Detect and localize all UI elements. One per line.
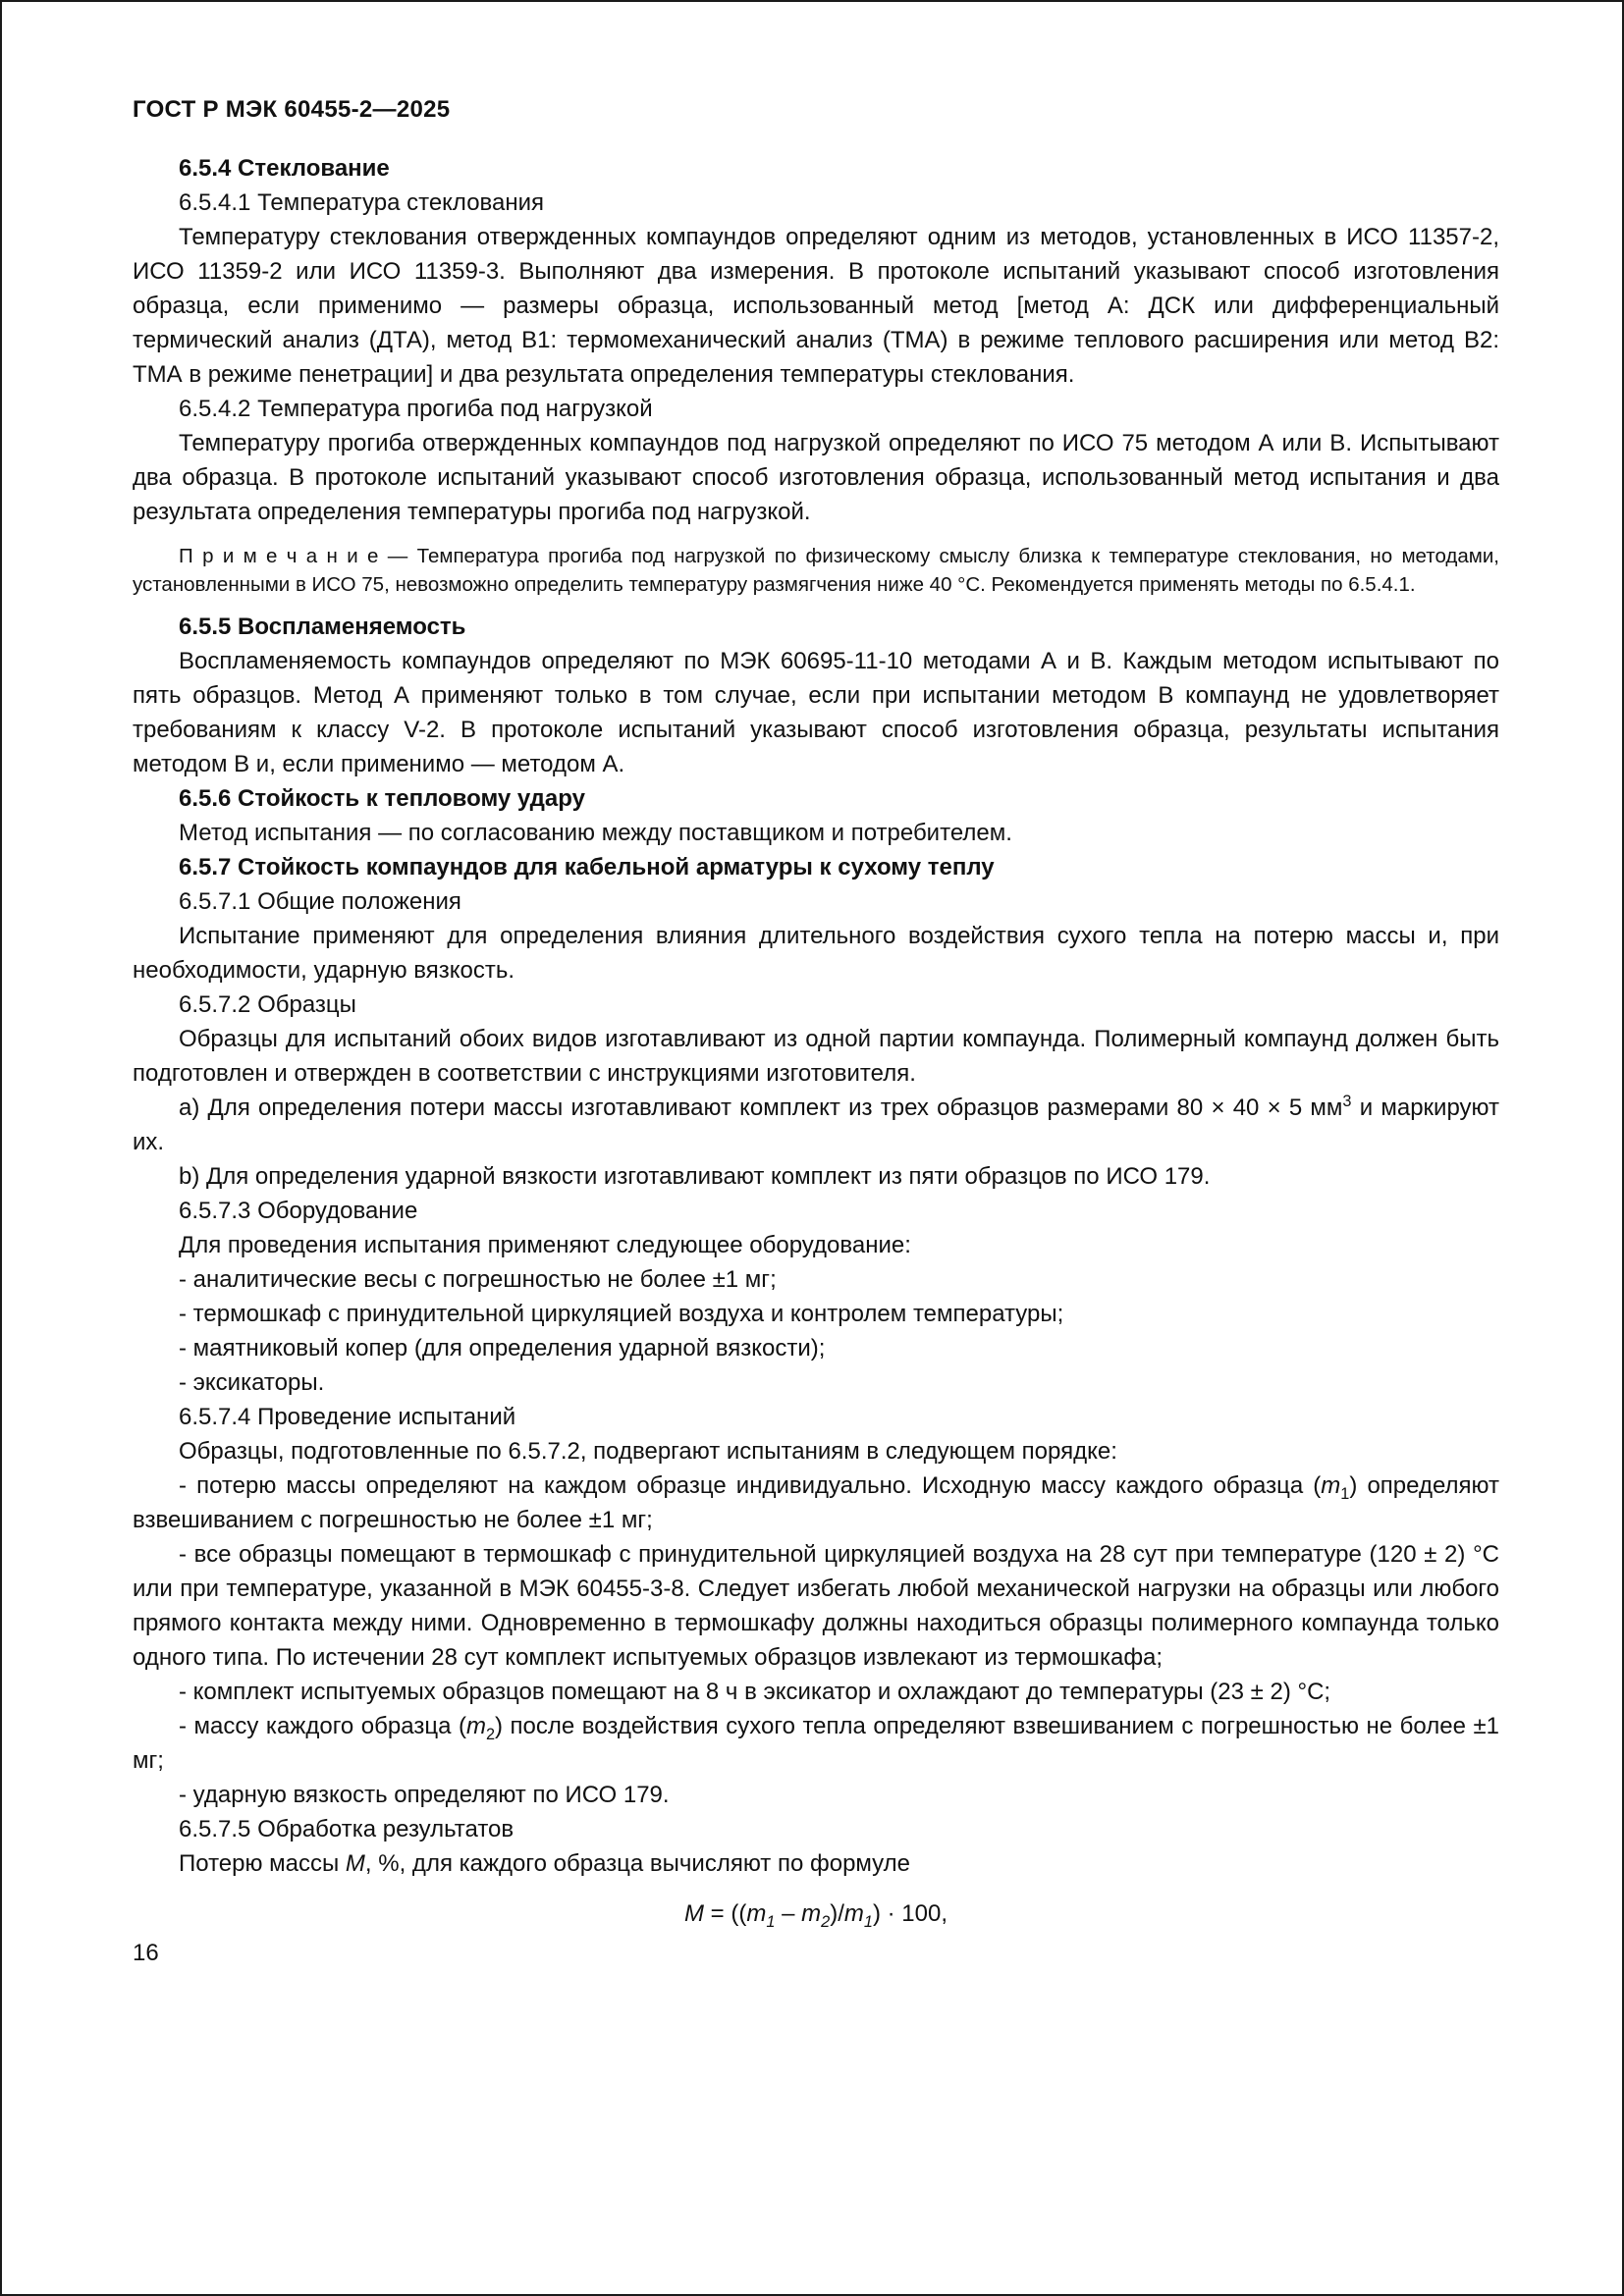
para-deflection-temperature: Температуру прогиба отвержденных компаундов под нагрузкой определяют по ИСО 75 методом А или В. Испытывают два образца. В протоколе испытаний указывают способ изготовления образца, использованный метод испытания и два результата определения температуры прогиба под нагрузкой. — [133, 430, 1499, 525]
subscript: 1 — [1340, 1484, 1350, 1503]
subheading-6-5-7-5: 6.5.7.5 Обработка результатов — [179, 1816, 514, 1842]
text-segment: - массу каждого образца ( — [179, 1713, 466, 1739]
math-variable: m — [746, 1900, 767, 1927]
math-variable: M — [345, 1850, 365, 1877]
subheading-6-5-4-2: 6.5.4.2 Температура прогиба под нагрузкой — [179, 396, 653, 422]
subheading-6-5-4-1: 6.5.4.1 Температура стеклования — [179, 189, 545, 216]
math-variable: M — [684, 1900, 705, 1927]
list-item-desiccators: - эксикаторы. — [179, 1369, 325, 1396]
list-item-impact-strength: - ударную вязкость определяют по ИСО 179. — [179, 1782, 670, 1808]
subheading-6-5-7-3: 6.5.7.3 Оборудование — [179, 1198, 418, 1224]
math-variable: m — [801, 1900, 822, 1927]
subheading-6-5-7-4: 6.5.7.4 Проведение испытаний — [179, 1404, 516, 1430]
superscript: 3 — [1342, 1093, 1352, 1110]
doc-header: ГОСТ Р МЭК 60455-2—2025 — [133, 96, 451, 123]
list-item-mass-loss-m1 — [133, 1468, 1499, 1537]
para-item-b: b) Для определения ударной вязкости изготавливают комплект из пяти образцов по ИСО 179. — [179, 1163, 1211, 1190]
subscript: 1 — [863, 1912, 873, 1931]
math-variable: m — [1321, 1472, 1341, 1499]
text-segment: ) после воздействия сухого тепла определяют взвешиванием с погрешностью не более ±1 мг; — [133, 1713, 1499, 1774]
text-segment: = (( — [704, 1900, 747, 1927]
subscript: 2 — [821, 1912, 831, 1931]
list-item-pendulum: - маятниковый копер (для определения ударной вязкости); — [179, 1335, 826, 1362]
page-number: 16 — [133, 1940, 159, 1966]
list-item-mass-m2 — [133, 1709, 1499, 1778]
subheading-6-5-7-2: 6.5.7.2 Образцы — [179, 991, 356, 1018]
text-segment: и маркируют их. — [133, 1095, 1499, 1155]
heading-6-5-6: 6.5.6 Стойкость к тепловому удару — [179, 785, 585, 812]
list-item-desiccator-cooling: - комплект испытуемых образцов помещают на 8 ч в эксикатор и охлаждают до температуры (23 ± 2) °С; — [179, 1679, 1331, 1705]
text-segment: - потерю массы определяют на каждом образце индивидуально. Исходную массу каждого образца ( — [179, 1472, 1322, 1499]
subscript: 1 — [766, 1912, 776, 1931]
para-specimens: Образцы для испытаний обоих видов изготавливают из одной партии компаунда. Полимерный компаунд должен быть подготовлен и отвержден в соответствии с инструкциями изготовителя. — [133, 1026, 1499, 1087]
formula-mass-loss — [133, 1896, 1499, 1931]
para-item-a — [133, 1091, 1499, 1159]
text-segment: – — [775, 1900, 802, 1927]
para-general-provisions: Испытание применяют для определения влияния длительного воздействия сухого тепла на потерю массы и, при необходимости, ударную вязкость. — [133, 923, 1499, 984]
list-item-oven-28days: - все образцы помещают в термошкаф с принудительной циркуляцией воздуха на 28 сут при температуре (120 ± 2) °С или при температуре, указанной в МЭК 60455-3-8. Следует избегать любой механической нагрузки на образцы или любого прямого контакта между ними. Одновременно в термошкафу должны находиться образцы полимерного компаунда только одного типа. По истечении 28 сут комплект испытуемых образцов извлекают из термошкафа; — [133, 1541, 1499, 1671]
text-segment: Потерю массы — [179, 1850, 346, 1877]
para-equipment-intro: Для проведения испытания применяют следующее оборудование: — [179, 1232, 911, 1258]
para-procedure-intro: Образцы, подготовленные по 6.5.7.2, подвергают испытаниям в следующем порядке: — [179, 1438, 1117, 1465]
text-segment: а) Для определения потери массы изготавливают комплект из трех образцов размерами 80 × 40 × 5 мм — [179, 1095, 1343, 1121]
subscript: 2 — [485, 1725, 496, 1743]
heading-6-5-7: 6.5.7 Стойкость компаундов для кабельной арматуры к сухому теплу — [179, 854, 995, 881]
text-segment: ) определяют взвешиванием с погрешностью не более ±1 мг; — [133, 1472, 1499, 1533]
para-flammability: Воспламеняемость компаундов определяют по МЭК 60695-11-10 методами А и В. Каждым методом испытывают по пять образцов. Метод А применяют только в том случае, если при испытании методом В компаунд не удовлетворяет требованиям к классу V-2. В протоколе испытаний указывают способ изготовления образца, результаты испытания методом В и, если применимо — методом А. — [133, 648, 1499, 777]
text-segment: )/ — [830, 1900, 844, 1927]
para-thermal-shock: Метод испытания — по согласованию между поставщиком и потребителем. — [179, 820, 1012, 846]
note: П р и м е ч а н и е — Температура прогиба под нагрузкой по физическому смыслу близка к температуре стеклования, но методами, установленными в ИСО 75, невозможно определить температуру размягчения ниже 40 °С. Рекомендуется применять методы по 6.5.4.1. — [133, 545, 1499, 596]
heading-6-5-5: 6.5.5 Воспламеняемость — [179, 614, 466, 640]
text-segment: ) · 100, — [872, 1900, 947, 1927]
list-item-oven: - термошкаф с принудительной циркуляцией воздуха и контролем температуры; — [179, 1301, 1064, 1327]
document-body — [133, 151, 1499, 1931]
math-variable: m — [843, 1900, 864, 1927]
para-formula-intro — [133, 1846, 1499, 1881]
heading-6-5-4: 6.5.4 Стеклование — [179, 155, 390, 182]
para-glass-transition: Температуру стеклования отвержденных компаундов определяют одним из методов, установленных в ИСО 11357-2, ИСО 11359-2 или ИСО 11359-3. Выполняют два измерения. В протоколе испытаний указывают способ изготовления образца, если применимо — размеры образца, использованный метод [метод А: ДСК или дифференциальный термический анализ (ДТА), метод В1: термомеханический анализ (ТМА) в режиме теплового расширения или метод В2: ТМА в режиме пенетрации] и два результата определения температуры стеклования. — [133, 224, 1499, 388]
subheading-6-5-7-1: 6.5.7.1 Общие положения — [179, 888, 461, 915]
math-variable: m — [465, 1713, 486, 1739]
list-item-scales: - аналитические весы с погрешностью не более ±1 мг; — [179, 1266, 777, 1293]
text-segment: , %, для каждого образца вычисляют по формуле — [364, 1850, 911, 1877]
